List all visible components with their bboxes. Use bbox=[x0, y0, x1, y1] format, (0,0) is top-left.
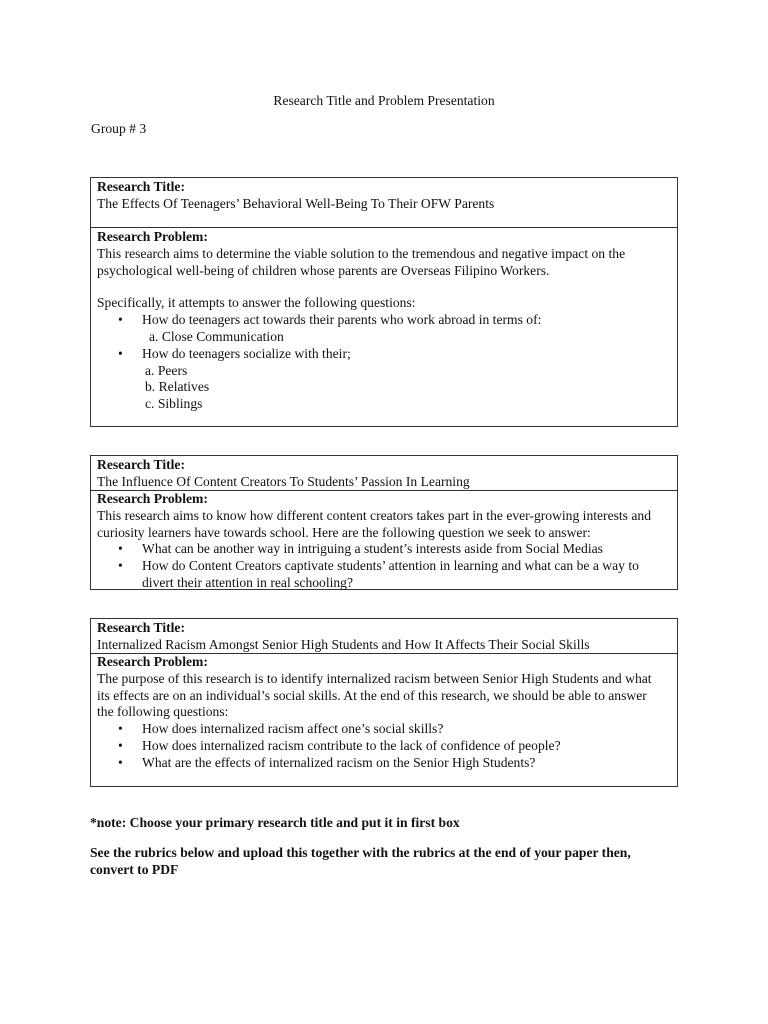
sub-item: c. Siblings bbox=[145, 396, 203, 412]
research-problem-cell bbox=[91, 653, 677, 772]
research-title-text: The Effects Of Teenagers’ Behavioral Well-Being To Their OFW Parents bbox=[97, 195, 495, 211]
research-problem-cell bbox=[91, 490, 677, 592]
research-box-1 bbox=[90, 177, 678, 427]
question-item: • What can be another way in intriguing a student’s interests aside from Social Medias bbox=[142, 541, 671, 558]
sub-item: a. Peers bbox=[145, 362, 188, 378]
research-title-label: Research Title: bbox=[97, 620, 185, 635]
problem-line: psychological well-being of children whose parents are Overseas Filipino Workers. bbox=[97, 262, 550, 278]
question-item: • How do teenagers act towards their parents who work abroad in terms of: a. Close Communication bbox=[142, 312, 671, 346]
sub-item: b. Relatives bbox=[145, 379, 210, 395]
research-title-cell bbox=[91, 178, 677, 227]
research-problem-cell bbox=[91, 227, 677, 413]
research-title-cell bbox=[91, 619, 677, 653]
problem-line: This research aims to know how different content creators takes part in the ever-growing interests and bbox=[97, 507, 651, 523]
research-problem-label: Research Problem: bbox=[97, 654, 208, 669]
group-number: Group # 3 bbox=[91, 121, 147, 136]
research-title-label: Research Title: bbox=[97, 457, 185, 472]
page-title: Research Title and Problem Presentation bbox=[273, 93, 495, 108]
research-box-2 bbox=[90, 455, 678, 590]
question-item: • How do Content Creators captivate students’ attention in learning and what can be a way to divert their attention in real schooling? bbox=[142, 558, 671, 592]
research-title-cell bbox=[91, 456, 677, 490]
research-title-text: Internalized Racism Amongst Senior High Students and How It Affects Their Social Skills bbox=[97, 636, 590, 652]
question-list bbox=[97, 312, 671, 413]
research-title-label: Research Title: bbox=[97, 179, 185, 194]
question-list bbox=[97, 721, 671, 771]
research-problem-label: Research Problem: bbox=[97, 229, 208, 244]
research-box-3 bbox=[90, 618, 678, 787]
note-rubrics: See the rubrics below and upload this together with the rubrics at the end of your paper then, convert to PDF bbox=[90, 845, 631, 877]
question-item: • What are the effects of internalized racism on the Senior High Students? bbox=[142, 755, 671, 772]
note-primary-title: *note: Choose your primary research title and put it in first box bbox=[90, 815, 460, 830]
problem-line: The purpose of this research is to identify internalized racism between Senior High Students and what bbox=[97, 670, 652, 686]
problem-line: its effects are on an individual’s social skills. At the end of this research, we should be able to answer bbox=[97, 687, 647, 703]
problem-line: This research aims to determine the viable solution to the tremendous and negative impact on the bbox=[97, 245, 626, 261]
question-list bbox=[97, 541, 671, 591]
specific-intro: Specifically, it attempts to answer the following questions: bbox=[97, 295, 416, 311]
question-item: • How do teenagers socialize with their; a. Peers b. Relatives c. Siblings bbox=[142, 346, 671, 413]
sub-item: a. Close Communication bbox=[149, 328, 284, 344]
question-item: • How does internalized racism affect one’s social skills? bbox=[142, 721, 671, 738]
question-item: • How does internalized racism contribute to the lack of confidence of people? bbox=[142, 738, 671, 755]
problem-line: the following questions: bbox=[97, 704, 229, 720]
research-problem-label: Research Problem: bbox=[97, 491, 208, 506]
research-title-text: The Influence Of Content Creators To Students’ Passion In Learning bbox=[97, 473, 470, 489]
problem-line: curiosity learners have towards school. Here are the following question we seek to answer: bbox=[97, 524, 591, 540]
